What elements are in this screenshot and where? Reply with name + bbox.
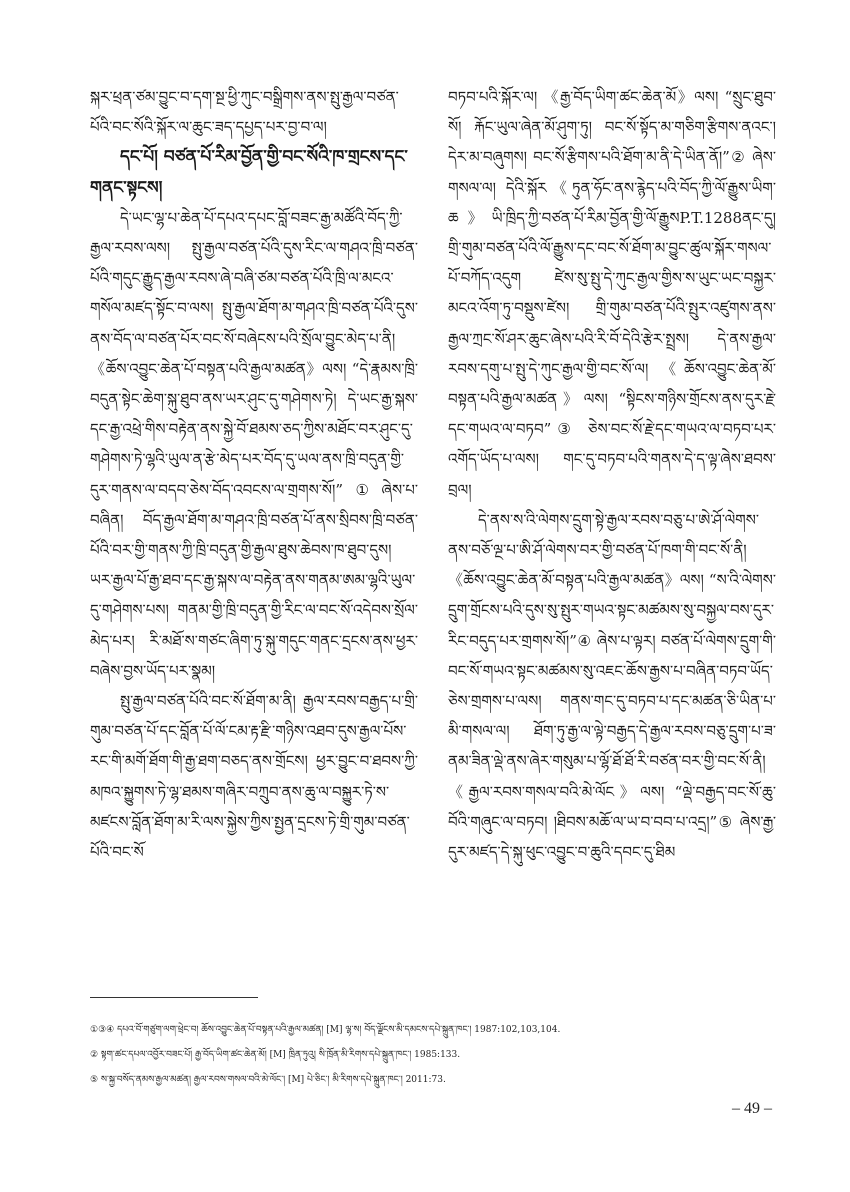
section-heading: དང་པོ། བཙན་པོ་རིམ་བྱོན་གྱི་བང་སོའི་ཁ་གྲངས་དང་གནང་སྟངས། [90,147,408,198]
paragraph: བཏབ་པའི་སྐོར་ལ། 《རྒྱ་བོད་ཡིག་ཚང་ཆེན་མོ》ལས། “སྲུང་ཐུབ་སོ། རྐོང་ཡུལ་ཞེན་མོ་ཤུག་ཏུ། བང་སོ་སྟོད་མ་གཅིག་རྩིགས་ནའང་། དེར་མ་བཞུགས། བང་སོ་རྩིགས་པའི་ཐོག་མ་ནི་དེ་ཡིན་ནོ།”② ཞེས་གསལ་ལ། དེའི་སྐོར《ཏུན་ཧོང་ནས་རྙེད་པའི་བོད་ཀྱི་ལོ་རྒྱུས་ཡིག་ཆ》ཡི་ཁྲིད་ཀྱི་བཙན་པོ་རིམ་བྱོན་གྱི་ལོ་རྒྱུསP.T.1288ནང་དུ། གྲི་གུམ་བཙན་པོའི་ལོ་རྒྱུས་དང་བང་སོ་ཐོག་མ་བྱུང་ཚུལ་སྐོར་གསལ་པོ་བཀོད་འདུག ཛེས་སུ་སྤུ་དེ་ཀུང་རྒྱལ་གྱིས་ས་ཡུང་ཡང་བསྐྱར་མངའ་འོག་ཏུ་བསྡུས་ཛེས། གྲི་གུམ་བཙན་པོའི་སྤུར་འཛུགས་ནས་རྒྱལ་ཀྲང་སོ་ཤར་ཆུང་ཞེས་པའི་རི་བོ་དེའི་རྩེར་སྤྲས། དེ་ནས་རྒྱལ་རབས་དགུ་པ་སྤུ་དེ་ཀུང་རྒྱལ་གྱི་བང་སོ་ལ། 《ཆོས་འབྱུང་ཆེན་མོ་བསྟན་པའི་རྒྱལ་མཚན》ལས། “སྟིངས་གཉིས་གྲོངས་ནས་དུར་རྗེ་དང་གཡའ་ལ་བཏབ”③ ཅེས་བང་སོ་རྗེ་དང་གཡའ་ལ་བཏབ་པར་འགོད་ཡོད་པ་ལས། གང་དུ་བཏབ་པའི་གནས་དེ་ད་ལྟ་ཞེས་ཐབས་བྲལ། [448,88,776,499]
page-number: – 49 – [732,1100,772,1117]
right-column [448,82,776,867]
paragraph: དེ་ནས་ས་འི་ལེགས་དྲུག་སྟེ་རྒྱལ་རབས་བཅུ་པ་ཨེ་ཤོ་ལེགས་ནས་བཅོ་ལྔ་པ་ཨི་ཤོ་ལེགས་བར་གྱི་བཙན་པོ་ཁག་གི་བང་སོ་ནི། 《ཆོས་འབྱུང་ཆེན་མོ་བསྟན་པའི་རྒྱལ་མཚན》ལས། “ས་འི་ལེགས་དྲུག་གྲོངས་པའི་དུས་སུ་སྤུར་གཡའ་སྟང་མཚམས་སུ་བསྐྱལ་བས་དུར་རིང་བདུད་པར་གྲགས་སོ།”④ ཞེས་པ་ལྟར། བཙན་པོ་ལེགས་དྲུག་གི་བང་སོ་གཡའ་སྟང་མཚམས་སུ་འཇང་ཆོས་རྒྱས་པ་བཞིན་བཏབ་ཡོད་ཅེས་གྲགས་པ་ལས། གནས་གང་དུ་བཏབ་པ་དང་མཚན་ཅི་ཡིན་པ་མི་གསལ་ལ། ཐོག་ཏུ་རྒྱ་ལ་ལྟེ་བརྒྱད་དེ་རྒྱལ་རབས་བཅུ་དྲུག་པ་ཟ་ནམ་ཟིན་ལྡེ་ནས་ཞེར་གསུམ་པ་ལྷོ་ཐོ་ཐོ་རི་བཙན་བར་གྱི་བང་སོ་ནི། 《རྒྱལ་རབས་གསལ་བའི་མེ་ལོང》ལས། “ལྡེ་བརྒྱད་བང་སོ་ཆུ་བོའི་གཞུང་ལ་བཏབ། །ཐིབས་མཆོ་ལ་ཡ་བ་བབ་པ་འདྲ།”⑤ ཞེས་རྒྱ་དུར་མཛད་དེ་སྐུ་ཕུང་འབྱུང་བ་ཆུའི་དབང་དུ་ཐིམ [448,510,776,862]
paragraph: དེ་ཡང་ལྷ་པ་ཆེན་པོ་དཔའ་དཔང་བློ་བཟང་རྒྱ་མཚོའི་བོད་ཀྱི་རྒྱལ་རབས་ལས། སྤུ་རྒྱལ་བཙན་པོའི་དུས་རིང་ལ་གཤའ་ཁྲི་བཙན་པོའི་གདུང་རྒྱུད་རྒྱལ་རབས་ཞེ་བཞི་ཙམ་བཙན་པོའི་ཁྲི་ལ་མངའ་གསོལ་མཛད་སྟོང་བ་ལས། སྤུ་རྒྱལ་ཐོག་མ་གཤའ་ཁྲི་བཙན་པོའི་དུས་ནས་བོད་ལ་བཙན་པོར་བང་སོ་བཞེངས་པའི་སྲོལ་བྱུང་མེད་པ་ནི། 《ཆོས་འབྱུང་ཆེན་པོ་བསྟན་པའི་རྒྱལ་མཚན》ལས། “དེ་རྣམས་ཁྲི་བདུན་སྟེང་ཆེག་སྐུ་ཐུབ་ནས་ཡར་ཤུང་དུ་གཤེགས་ཏེ། དེ་ཡང་རྒྱ་སྐས་དང་རྒྱ་འཕྲེ་གིས་བརྟེན་ནས་སྐྱེ་བོ་ཐམས་ཅད་ཀྱིས་མཐོང་བར་ཤུང་དུ་གཤེགས་ཏེ་ལྷའི་ཡུལ་ན་རྩེ་མེད་པར་བོད་དུ་ཡལ་ནས་ཁྲི་བདུན་གྱི་དུར་གནས་ལ་བདབ་ཅེས་བོད་འབངས་ལ་གྲགས་སོ།”①ཞེས་པ་བཞིན། བོད་རྒྱལ་ཐོག་མ་གཤའ་ཁྲི་བཙན་པོ་ནས་སྲིབས་ཁྲི་བཙན་པོའི་བར་གྱི་གནས་ཀྱི་ཁྲི་བདུན་གྱི་རྒྱལ་ཐུས་ཆེབས་ཁ་ཐུབ་དུས། ཡར་རྒྱལ་པོ་རྒྱ་ཐབ་དང་རྒྱ་སྐས་ལ་བརྟེན་ནས་གནམ་ཨམ་ལྷའི་ཡུལ་དུ་གཤེགས་པས། གནམ་གྱི་ཁྲི་བདུན་གྱི་རིང་ལ་བང་སོ་འདེབས་སྲོལ་མེད་པར། རི་མཐོ་ས་གཙང་ཞིག་ཏུ་སྐུ་གདུང་གནང་དྲངས་ནས་ཕྱར་བཞེས་བྱས་ཡོད་པར་སྣམ། [90,208,418,680]
footnote-separator [90,997,258,998]
footnote: ①③④ དཔའ་བོ་གཙུག་ལག་ཕྲེང་བ། ཆོས་འབྱུང་ཆེན་པོ་བསྟན་པའི་རྒྱལ་མཚན། [M] ལྷ་ས། བོད་ལྗོངས་མི་དམངས་དཔེ་སྐྲུན་ཁང་། 1987:102,103,104. [90,1025,561,1035]
left-column [90,82,418,867]
footnote: ② སྟག་ཚང་དཔལ་འབྱོར་བཟང་པོ། རྒྱ་བོད་ཡིག་ཚང་ཆེན་མོ། [M] ཁྲིན་ཏུའུ། སི་ཁྲོན་མི་རིགས་དཔེ་སྐྲུན་ཁང་། 1985:133. [90,1050,461,1060]
paragraph: སྐར་ཕྲན་ཙམ་བྱུང་བ་དག་སྔ་ཕྱི་ཀུང་བསྒྲིགས་ནས་སྤུ་རྒྱལ་བཙན་པོའི་བང་སོའི་སྐོར་ལ་ཆུང་ཟད་དཔྱད་པར་བྱ་བ་ལ། [90,88,399,137]
footnotes [90,1018,770,1093]
paragraph: སྤུ་རྒྱལ་བཙན་པོའི་བང་སོ་ཐོག་མ་ནི། རྒྱལ་རབས་བརྒྱད་པ་གྲི་གུམ་བཙན་པོ་དང་བློན་པོ་ལོ་ངམ་རྟ་རྫི་གཉིས་འཐབ་དུས་རྒྱལ་པོས་རང་གི་མགོ་ཐོག་གི་རྒྱ་ཐག་བཅད་ནས་གྲོངས། ཕྱར་བྱུང་བ་ཐབས་ཀྱི་མཁའ་སྐྱུགས་ཏེ་ལྷ་ཐམས་གཞིར་བཀྲུབ་ནས་ཆུ་ལ་བསྐྱུར་ཏེ་ས་མཛངས་བློན་ཐོག་མ་རི་ལས་སྐྱེས་ཀྱིས་སྤྱན་དྲངས་ཏེ་གྲི་གུམ་བཙན་པོའི་བང་སོ [90,692,418,862]
footnote: ⑤ ས་སྐྱ་བསོད་ནམས་རྒྱལ་མཚན། རྒྱལ་རབས་གསལ་བའི་མེ་ལོང་། [M] པེ་ཅིང་། མི་རིགས་དཔེ་སྐྲུན་ཁང་། 2011:73. [90,1075,446,1085]
